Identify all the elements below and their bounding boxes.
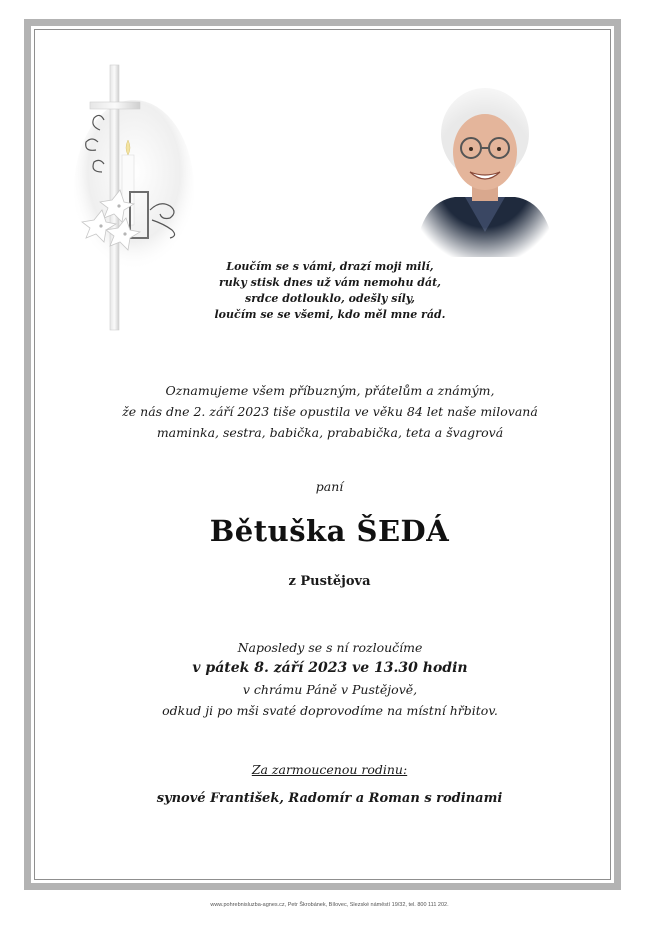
announcement-line: Oznamujeme všem příbuzným, přátelům a známým,	[165, 383, 495, 398]
poem-line: srdce dotlouklo, odešly síly,	[245, 292, 415, 305]
mourners-heading: Za zarmoucenou rodinu:	[251, 762, 408, 777]
funeral-details	[60, 637, 600, 721]
announcement-line: maminka, sestra, babička, prababička, teta a švagrová	[156, 425, 504, 440]
mourners-names: synové František, Radomír a Roman s rodinami	[156, 791, 503, 806]
portrait-photo	[410, 82, 560, 257]
deceased-title: paní	[315, 479, 344, 494]
poem-line: loučím se se všemi, kdo měl mne rád.	[214, 308, 446, 321]
funeral-date-time: v pátek 8. září 2023 ve 13.30 hodin	[192, 660, 468, 676]
funeral-intro: Naposledy se s ní rozloučíme	[237, 640, 423, 655]
poem-line: ruky stisk dnes už vám nemohu dát,	[218, 276, 442, 289]
announcement-line: že nás dne 2. září 2023 tiše opustila ve věku 84 let naše milovaná	[122, 404, 538, 419]
funeral-burial: odkud ji po mši svaté doprovodíme na místní hřbitov.	[162, 703, 498, 718]
farewell-poem	[180, 259, 480, 323]
death-announcement	[60, 380, 600, 443]
deceased-origin: z Pustějova	[288, 574, 371, 589]
footer-contact: www.pohrebnisluzba-agnes.cz, Petr Škrobánek, Bílovec, Slezské náměstí 19/32, tel. 800 111 202.	[210, 902, 449, 908]
poem-line: Loučím se s vámi, drazí moji milí,	[226, 260, 434, 273]
funeral-place: v chrámu Páně v Pustějově,	[242, 682, 418, 697]
deceased-name: Bětuška ŠEDÁ	[209, 514, 450, 548]
